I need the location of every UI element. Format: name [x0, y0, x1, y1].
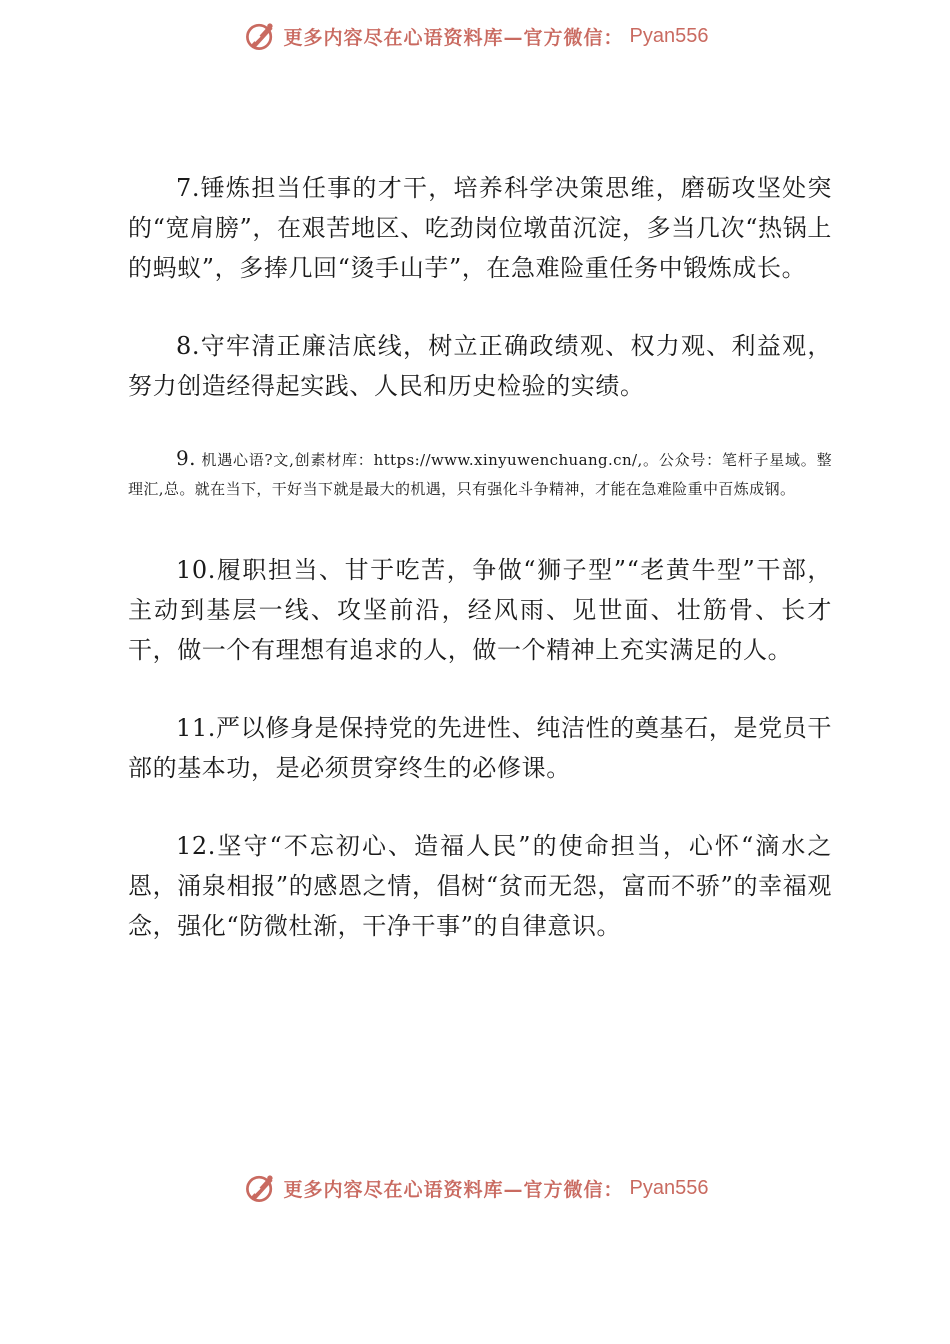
paragraph-9-note: [128, 444, 832, 504]
header-wechat-id: Pyan556: [629, 24, 709, 47]
footer-banner-text: 更多内容尽在心语资料库—官方微信：: [283, 1178, 624, 1201]
paragraph-12: 12.坚守“不忘初心、造福人民”的使命担当，心怀“滴水之恩，涌泉相报”的感恩之情，倡树“贫而无怨，富而不骄”的幸福观念，强化“防微杜渐，干净干事”的自律意识。: [128, 832, 832, 940]
header-banner: [0, 16, 950, 56]
paragraph-10: 10.履职担当、甘于吃苦，争做“狮子型”“老黄牛型”干部，主动到基层一线、攻坚前沿，经风雨、见世面、壮筋骨、长才干，做一个有理想有追求的人，做一个精神上充实满足的人。: [128, 556, 832, 664]
paragraph-7: 7.锤炼担当任事的才干，培养科学决策思维，磨砺攻坚处突的“宽肩膀”，在艰苦地区、吃劲岗位墩苗沉淀，多当几次“热锅上的蚂蚁”，多捧几回“烫手山芋”，在急难险重任务中锻炼成长。: [128, 174, 832, 282]
pen-nib-logo-icon: [242, 18, 278, 54]
paragraph-11: 11.严以修身是保持党的先进性、纯洁性的奠基石，是党员干部的基本功，是必须贯穿终生的必修课。: [128, 714, 832, 782]
document-body: [128, 168, 832, 984]
footer-banner: [0, 1168, 950, 1208]
footer-wechat-id: Pyan556: [629, 1176, 709, 1199]
pen-nib-logo-icon: [242, 1170, 278, 1206]
paragraph-9-text: 机遇心语?文,创素材库：https://www.xinyuwenchuang.cn/,。公众号：笔杆子星域。整理汇,总。就在当下，干好当下就是最大的机遇，只有强化斗争精神，才能在急难险重中百炼成钢。: [128, 451, 832, 498]
header-banner-text: 更多内容尽在心语资料库—官方微信：: [283, 26, 624, 49]
paragraph-9-number: 9.: [176, 446, 196, 470]
paragraph-8: 8.守牢清正廉洁底线，树立正确政绩观、权力观、利益观，努力创造经得起实践、人民和历史检验的实绩。: [128, 332, 832, 400]
